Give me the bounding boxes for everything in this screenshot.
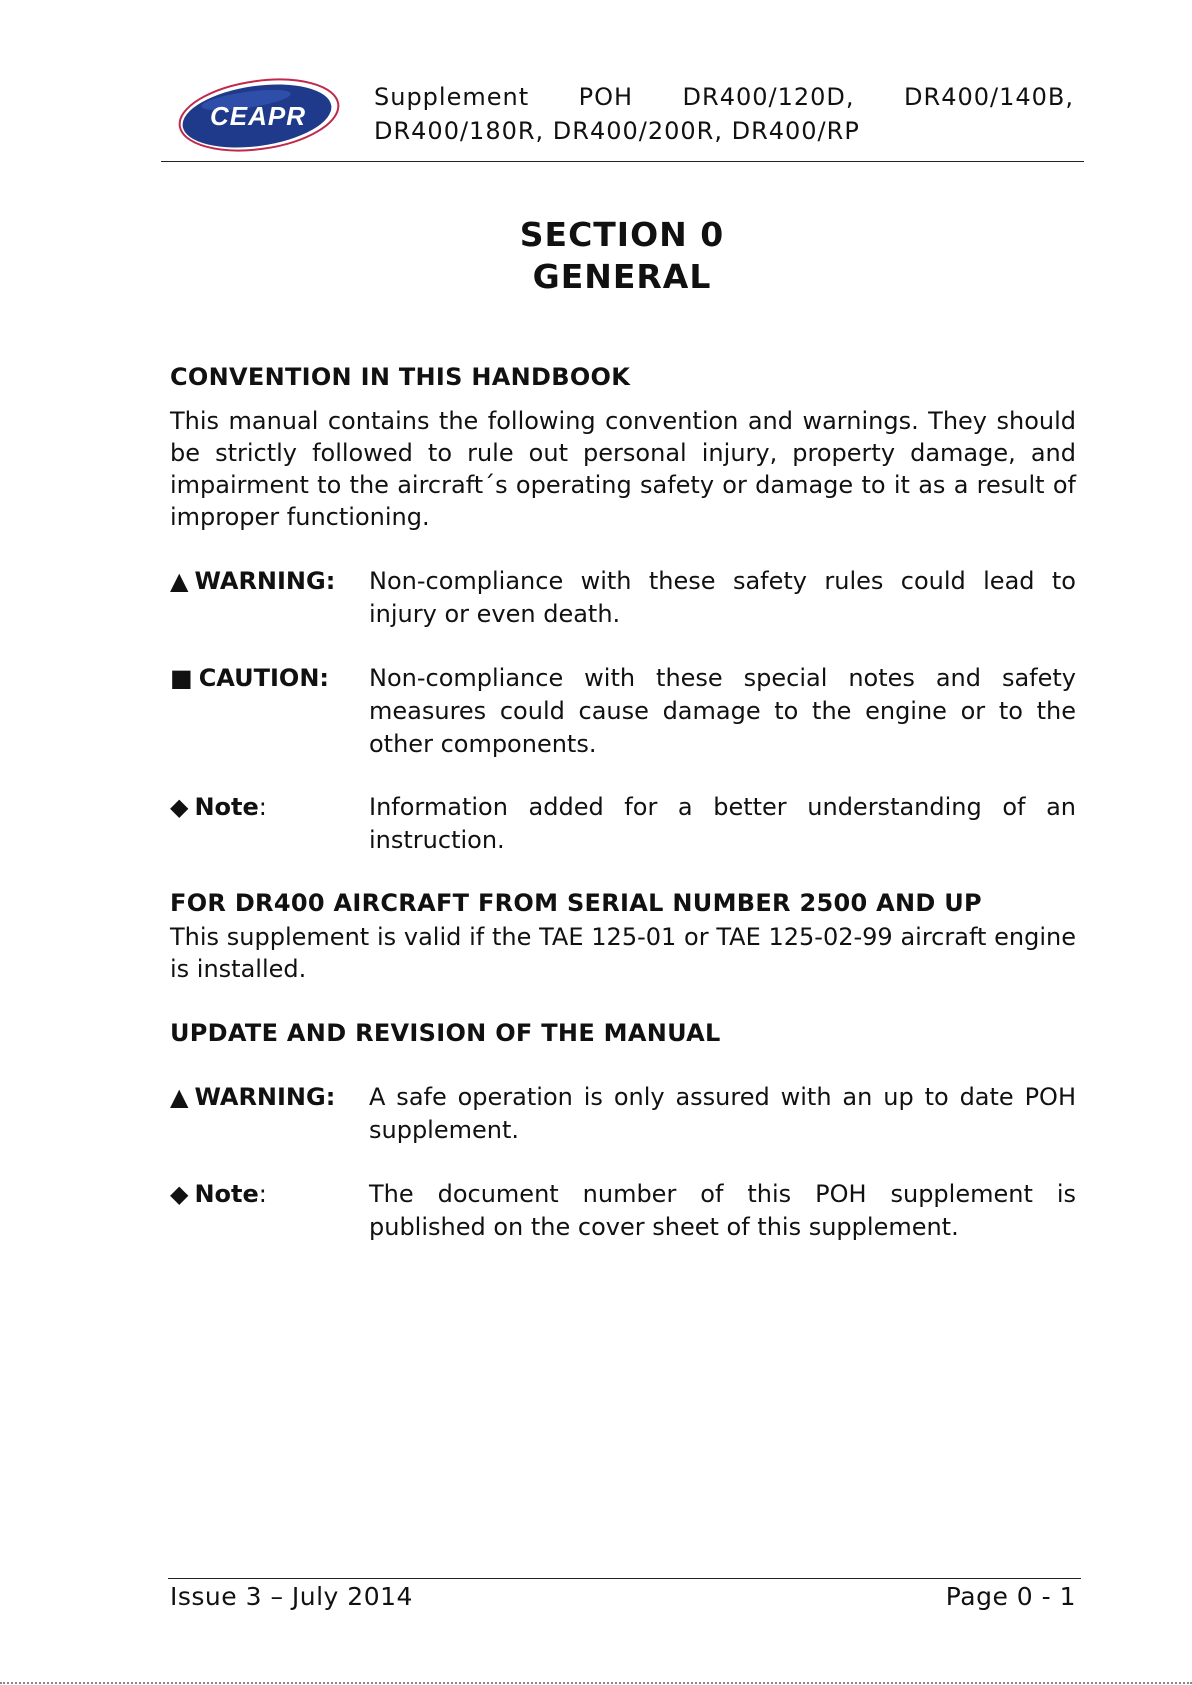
warning-text: Non-compliance with these safety rules could lead to injury or even death. — [369, 567, 1076, 628]
update-warning-notice — [170, 1081, 1076, 1147]
update-warning-label: ▲ WARNING: — [170, 1083, 336, 1111]
footer-divider — [168, 1578, 1081, 1579]
update-note-label: ◆ Note: — [170, 1180, 267, 1208]
issue-date: Issue 3 – July 2014 — [170, 1582, 413, 1611]
serial-heading: FOR DR400 AIRCRAFT FROM SERIAL NUMBER 2500 AND UP — [170, 889, 982, 917]
caution-label: ■ CAUTION: — [170, 664, 330, 692]
warning-notice — [170, 565, 1076, 631]
section-name: GENERAL — [532, 257, 712, 296]
note-diamond-icon: ◆ — [170, 1180, 189, 1208]
update-note-text: The document number of this POH supplement is published on the cover sheet of this supplement. — [369, 1180, 1076, 1241]
warning-triangle-icon: ▲ — [170, 567, 189, 595]
header-title-line2: DR400/180R, DR400/200R, DR400/RP — [374, 117, 860, 145]
section-number: SECTION 0 — [519, 215, 725, 254]
note-label: ◆ Note: — [170, 793, 267, 821]
convention-heading: CONVENTION IN THIS HANDBOOK — [170, 363, 631, 391]
document-header-title — [374, 80, 1074, 148]
caution-square-icon: ■ — [170, 664, 193, 692]
update-warning-text: A safe operation is only assured with an up to date POH supplement. — [369, 1083, 1076, 1144]
note-text: Information added for a better understanding of an instruction. — [369, 793, 1076, 854]
svg-text:CEAPR: CEAPR — [209, 101, 307, 131]
note-diamond-icon: ◆ — [170, 793, 189, 821]
update-heading: UPDATE AND REVISION OF THE MANUAL — [170, 1019, 721, 1047]
header-title-line1: Supplement POH DR400/120D, DR400/140B, — [374, 83, 1074, 111]
caution-notice — [170, 662, 1076, 761]
section-title — [0, 214, 1192, 298]
convention-paragraph: This manual contains the following convention and warnings. They should be strictly followed to rule out personal injury, property damage, and impairment to the aircraft´s operating safety or damage to it as a result of improper functioning. — [170, 407, 1076, 531]
page-bottom-edge — [0, 1682, 1192, 1684]
caution-text: Non-compliance with these special notes and safety measures could cause damage to the engine or to the other components. — [369, 664, 1076, 758]
ceapr-logo — [176, 76, 342, 154]
page-number: Page 0 - 1 — [945, 1582, 1076, 1611]
serial-paragraph: This supplement is valid if the TAE 125-01 or TAE 125-02-99 aircraft engine is installed. — [170, 923, 1076, 983]
header-divider — [161, 161, 1084, 162]
update-note-notice — [170, 1178, 1076, 1244]
note-notice — [170, 791, 1076, 857]
warning-label: ▲ WARNING: — [170, 567, 336, 595]
warning-triangle-icon: ▲ — [170, 1083, 189, 1111]
